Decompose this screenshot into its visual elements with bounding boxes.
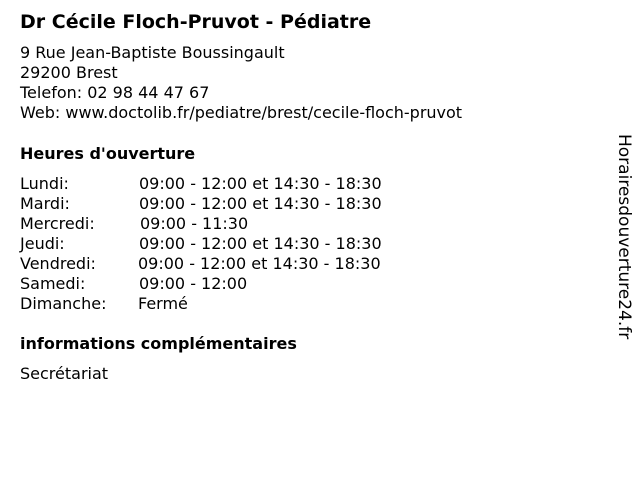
website-link[interactable]: Web: www.doctolib.fr/pediatre/brest/cecile-floch-pruvot bbox=[20, 103, 463, 122]
additional-info-heading: informations complémentaires bbox=[20, 334, 297, 353]
additional-info-text: Secrétariat bbox=[20, 364, 109, 383]
phone-number: Telefon: 02 98 44 47 67 bbox=[20, 83, 210, 102]
time-value: 09:00 - 12:00 et 14:30 - 18:30 bbox=[138, 254, 381, 273]
day-label: Mardi: bbox=[20, 194, 70, 213]
contact-block bbox=[20, 43, 462, 123]
time-value: 09:00 - 12:00 et 14:30 - 18:30 bbox=[139, 194, 382, 213]
site-watermark: Horairesdouverture24.fr bbox=[614, 134, 634, 340]
time-value: Fermé bbox=[138, 294, 188, 313]
page-title: Dr Cécile Floch-Pruvot - Pédiatre bbox=[20, 11, 372, 33]
time-value: 09:00 - 12:00 bbox=[139, 274, 248, 293]
time-value: 09:00 - 11:30 bbox=[140, 214, 249, 233]
day-label: Samedi: bbox=[20, 274, 86, 293]
day-label: Lundi: bbox=[20, 174, 69, 193]
street-address: 9 Rue Jean-Baptiste Boussingault bbox=[20, 43, 285, 62]
day-label: Vendredi: bbox=[20, 254, 96, 273]
opening-hours-heading: Heures d'ouverture bbox=[20, 144, 196, 163]
city-address: 29200 Brest bbox=[20, 63, 118, 82]
day-label: Mercredi: bbox=[20, 214, 95, 233]
day-label: Dimanche: bbox=[20, 294, 107, 313]
time-value: 09:00 - 12:00 et 14:30 - 18:30 bbox=[139, 174, 382, 193]
day-label: Jeudi: bbox=[20, 234, 65, 253]
time-value: 09:00 - 12:00 et 14:30 - 18:30 bbox=[139, 234, 382, 253]
